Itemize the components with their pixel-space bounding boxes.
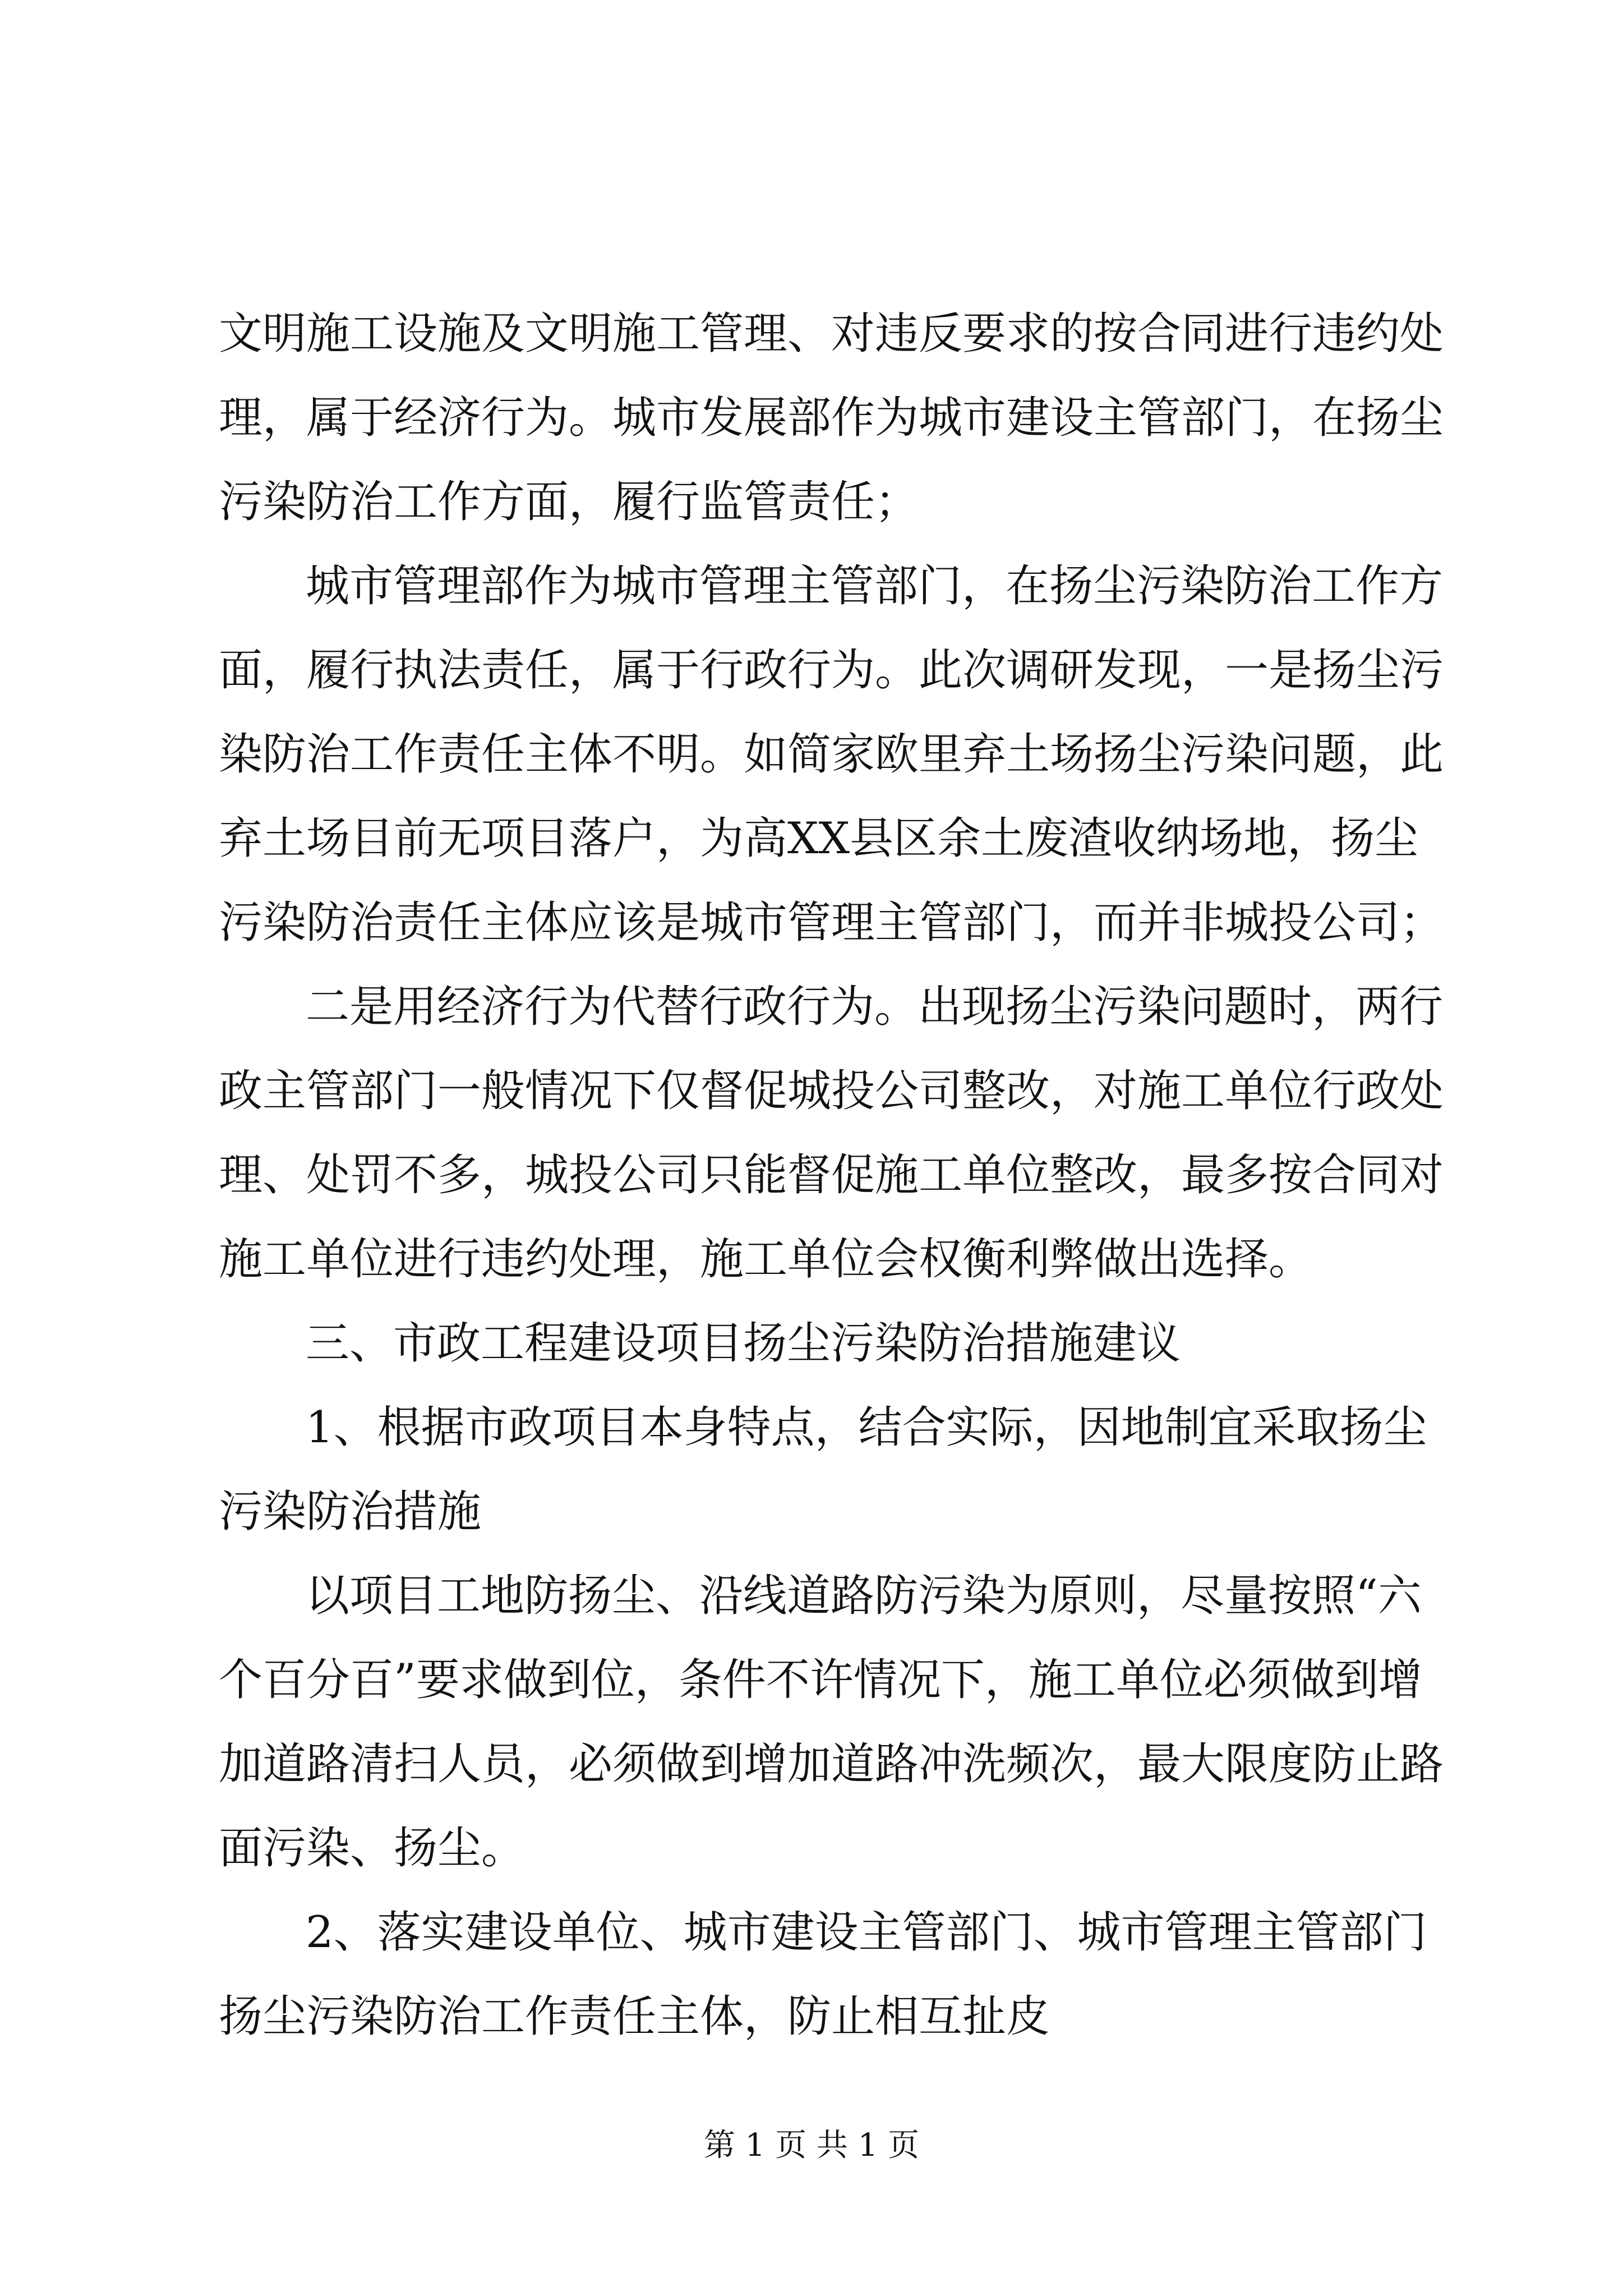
text-line: 以项目工地防扬尘、沿线道路防污染为原则，尽量按照“六 xyxy=(306,1571,1422,1621)
text-line: 2、落实建设单位、城市建设主管部门、城市管理主管部门 xyxy=(306,1907,1427,1958)
text-line: 城市管理部作为城市管理主管部门，在扬尘污染防治工作方 xyxy=(306,561,1444,611)
text-line: 污染防治工作方面，履行监管责任； xyxy=(219,477,919,527)
text-line: 扬尘污染防治工作责任主体，防止相互扯皮 xyxy=(219,1991,1050,2042)
text-line: 二是用经济行为代替行政行为。出现扬尘污染问题时，两行 xyxy=(306,982,1444,1032)
text-line: 染防治工作责任主体不明。如简家欧里弃土场扬尘污染问题，此 xyxy=(219,729,1444,780)
text-line: 政主管部门一般情况下仅督促城投公司整改，对施工单位行政处 xyxy=(219,1066,1444,1116)
page-number-footer: 第 1 页 共 1 页 xyxy=(703,2127,920,2164)
text-line: 理、处罚不多，城投公司只能督促施工单位整改，最多按合同对 xyxy=(219,1150,1444,1200)
text-line: 加道路清扫人员，必须做到增加道路冲洗频次，最大限度防止路 xyxy=(219,1739,1444,1789)
text-line: 理，属于经济行为。城市发展部作为城市建设主管部门，在扬尘 xyxy=(219,393,1444,443)
text-line: 面，履行执法责任，属于行政行为。此次调研发现，一是扬尘污 xyxy=(219,645,1444,696)
text-line: 施工单位进行违约处理，施工单位会权衡利弊做出选择。 xyxy=(219,1234,1313,1285)
text-line: 污染防治责任主体应该是城市管理主管部门，而并非城投公司； xyxy=(219,898,1444,948)
text-line: 1、根据市政项目本身特点，结合实际，因地制宜采取扬尘 xyxy=(306,1402,1427,1453)
text-line: 面污染、扬尘。 xyxy=(219,1823,525,1874)
text-line: 弃土场目前无项目落户，为高XX县区余土废渣收纳场地，扬尘 xyxy=(219,813,1419,864)
text-line: 个百分百”要求做到位，条件不许情况下，施工单位必须做到增 xyxy=(219,1655,1422,1705)
section-heading: 三、市政工程建设项目扬尘污染防治措施建议 xyxy=(306,1318,1181,1369)
text-line: 污染防治措施 xyxy=(219,1487,482,1537)
text-line: 文明施工设施及文明施工管理、对违反要求的按合同进行违约处 xyxy=(219,309,1444,359)
